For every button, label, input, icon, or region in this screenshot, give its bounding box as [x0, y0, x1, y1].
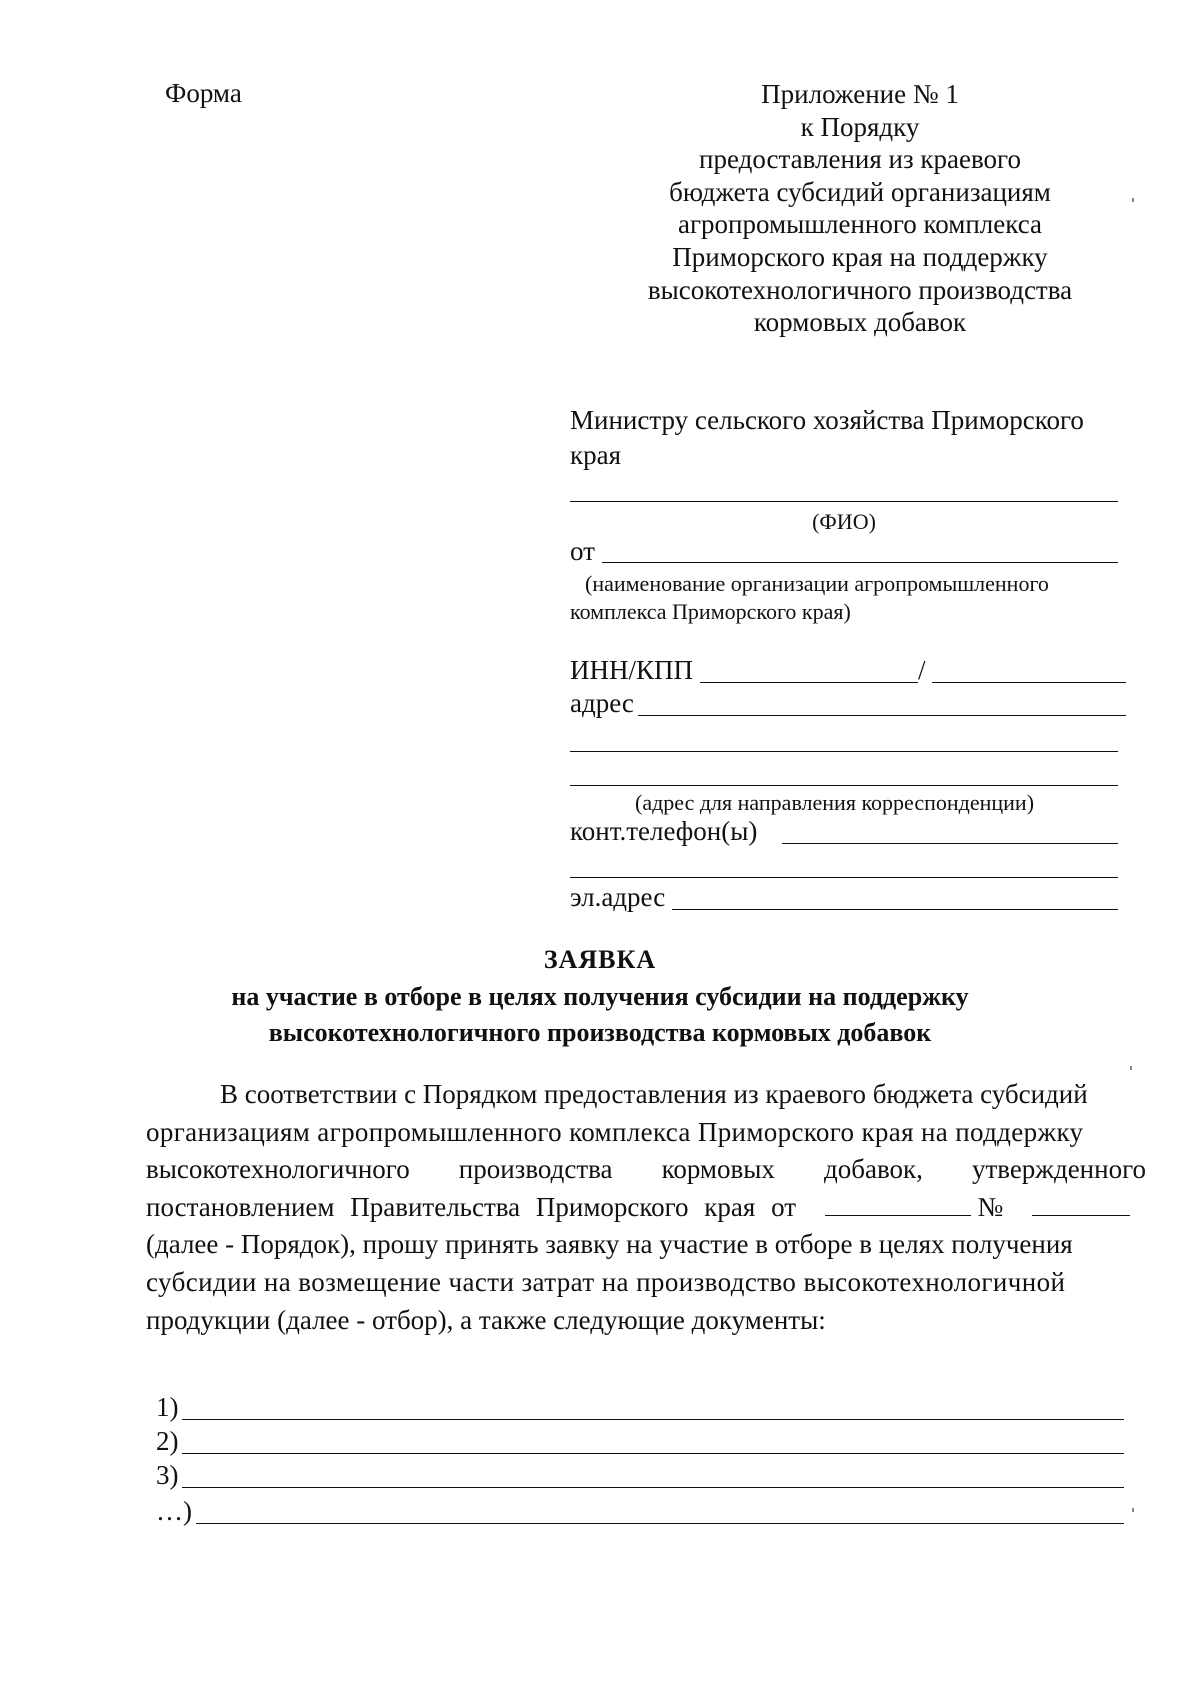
- application-title: ЗАЯВКА: [543, 945, 657, 974]
- email-field[interactable]: [672, 909, 1118, 910]
- address-field[interactable]: [570, 751, 1118, 752]
- appendix-line: Приложение № 1: [761, 79, 959, 109]
- address-field[interactable]: [638, 715, 1126, 716]
- email-label: эл.адрес: [570, 882, 666, 912]
- inn-kpp-label: ИНН/КПП: [570, 655, 694, 685]
- document-item-number: …): [156, 1496, 192, 1526]
- kpp-field[interactable]: [932, 682, 1126, 683]
- appendix-line: Приморского края на поддержку: [672, 241, 1048, 272]
- appendix-line: предоставления из краевого: [699, 144, 1021, 175]
- address-field[interactable]: [570, 785, 1118, 786]
- phone-field[interactable]: [570, 877, 1118, 878]
- inn-field[interactable]: [700, 682, 918, 683]
- paragraph-line: (далее - Порядок), прошу принять заявку на участие в отборе в целях получения: [146, 1229, 1073, 1260]
- decree-date-field[interactable]: [825, 1191, 971, 1216]
- appendix-header: [590, 78, 1130, 339]
- appendix-line: бюджета субсидий организациям: [669, 176, 1051, 207]
- inn-kpp-separator: /: [918, 655, 926, 685]
- appendix-line: агропромышленного комплекса: [678, 209, 1042, 240]
- scan-speck: [1130, 1066, 1132, 1070]
- scan-speck: [1132, 198, 1134, 202]
- paragraph-word: кормовых: [661, 1154, 775, 1185]
- paragraph-line: [146, 1189, 1146, 1227]
- paragraph-line: В соответствии с Порядком предоставления из краевого бюджета субсидий: [220, 1079, 1088, 1109]
- document-item-number: 3): [156, 1460, 179, 1490]
- addressee-line: края: [570, 440, 622, 470]
- document-item-number: 2): [156, 1426, 179, 1456]
- number-sign: №: [977, 1191, 1004, 1222]
- document-item-field[interactable]: [182, 1453, 1124, 1454]
- appendix-line: к Порядку: [800, 111, 920, 142]
- appendix-line: кормовых добавок: [753, 307, 967, 338]
- paragraph-word: утвержденного: [971, 1154, 1146, 1185]
- paragraph-line: [146, 1151, 1146, 1189]
- form-label: Форма: [165, 78, 242, 108]
- address-label: адрес: [570, 688, 634, 718]
- document-item-number: 1): [156, 1392, 179, 1422]
- organization-field[interactable]: [602, 562, 1118, 563]
- document-item-field[interactable]: [182, 1487, 1124, 1488]
- org-caption: комплекса Приморского края): [570, 599, 851, 624]
- document-item-field[interactable]: [182, 1419, 1124, 1420]
- paragraph-word: высокотехнологичного: [146, 1154, 410, 1185]
- paragraph-line: продукции (далее - отбор), а также следующие документы:: [146, 1304, 826, 1335]
- from-label: от: [570, 536, 595, 566]
- paragraph-line: субсидии на возмещение части затрат на производство высокотехнологичной: [146, 1266, 1066, 1297]
- org-caption: (наименование организации агропромышленного: [585, 571, 1049, 596]
- phone-label: конт.телефон(ы): [570, 816, 758, 846]
- body-paragraph: [146, 1076, 1146, 1339]
- address-caption: (адрес для направления корреспонденции): [635, 790, 1035, 815]
- fio-caption: (ФИО): [812, 509, 876, 534]
- addressee-line: Министру сельского хозяйства Приморского: [570, 405, 1084, 435]
- application-subtitle: на участие в отборе в целях получения субсидии на поддержку: [231, 982, 969, 1011]
- paragraph-line: организациям агропромышленного комплекса Приморского края на поддержку: [146, 1116, 1084, 1147]
- paragraph-word: производства: [458, 1154, 613, 1185]
- appendix-line: высокотехнологичного производства: [647, 274, 1073, 305]
- paragraph-word: добавок,: [823, 1154, 923, 1185]
- fio-field[interactable]: [570, 501, 1118, 502]
- document-item-field[interactable]: [196, 1523, 1124, 1524]
- scan-speck: [1132, 1508, 1134, 1512]
- phone-field[interactable]: [782, 843, 1118, 844]
- application-subtitle: высокотехнологичного производства кормовых добавок: [268, 1018, 932, 1047]
- paragraph-text: постановлением Правительства Приморского края от: [146, 1191, 797, 1222]
- decree-number-field[interactable]: [1032, 1191, 1130, 1216]
